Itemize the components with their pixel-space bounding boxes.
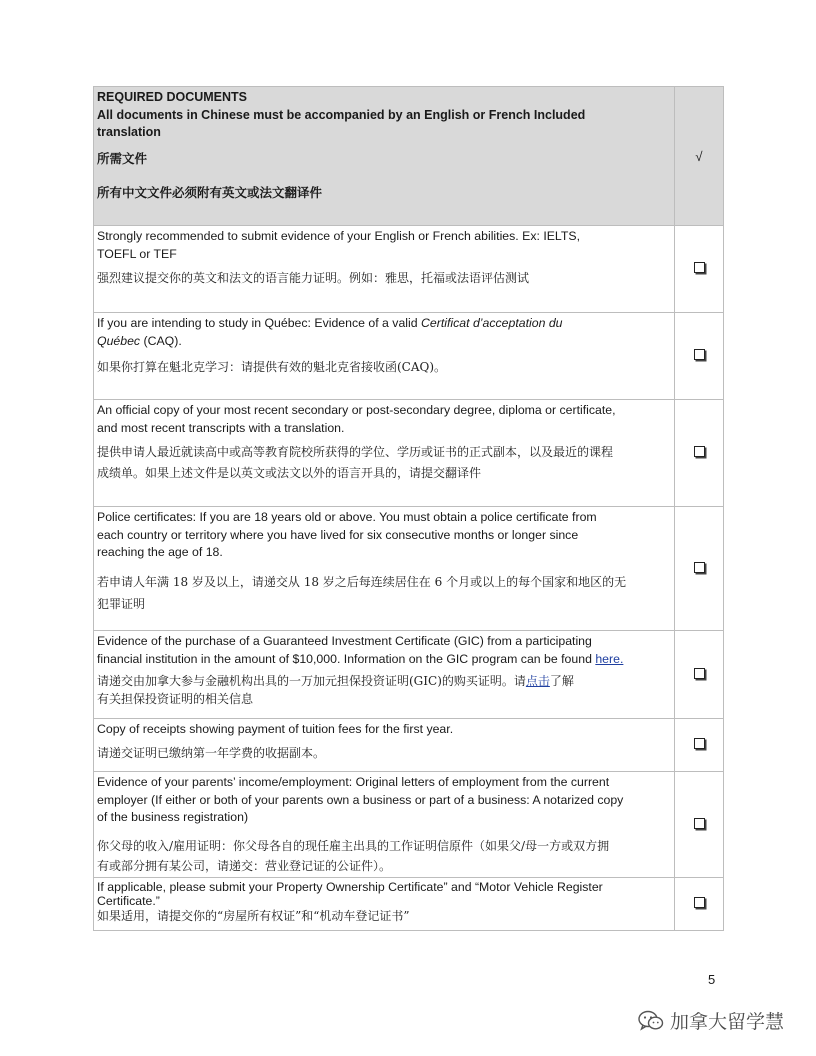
- header-cell: [94, 87, 675, 226]
- table-row: [94, 719, 724, 772]
- row-en-text: An official copy of your most recent secondary or post-secondary degree, diploma or certificate,: [97, 403, 616, 417]
- row-cn-text: 如果你打算在魁北克学习：请提供有效的魁北克省接收函(CAQ)。: [97, 360, 447, 374]
- table-row: [94, 772, 724, 878]
- row-text-cell: [94, 631, 675, 719]
- row-en-text: of the business registration): [97, 810, 249, 824]
- row-checkbox-cell: [675, 772, 724, 878]
- table-row: [94, 878, 724, 931]
- row-cn-text: 成绩单。如果上述文件是以英文或法文以外的语言开具的，请提交翻译件: [97, 466, 482, 480]
- row-checkbox-cell: [675, 719, 724, 772]
- table-row: [94, 226, 724, 313]
- row-cn-text-part: 了解: [549, 674, 574, 688]
- row-en-text-part: financial institution in the amount of $10,000. Information on the GIC program can be found: [97, 651, 596, 666]
- row-cn-text: 如果适用，请提交你的“房屋所有权证”和“机动车登记证书”: [97, 909, 410, 923]
- row-en-text: [97, 333, 671, 351]
- checkbox[interactable]: [694, 262, 705, 273]
- row-cn-text: 有关担保投资证明的相关信息: [97, 692, 254, 706]
- page-number: 5: [708, 972, 716, 987]
- row-en-text: Copy of receipts showing payment of tuition fees for the first year.: [97, 722, 454, 736]
- watermark-text: 加拿大留学慧: [670, 1011, 785, 1033]
- row-en-text: Police certificates: If you are 18 years old or above. You must obtain a police certificate from: [97, 510, 597, 524]
- table-header-row: [94, 87, 724, 226]
- checkbox[interactable]: [694, 818, 705, 829]
- required-documents-table: [93, 86, 724, 931]
- row-text-cell: [94, 313, 675, 400]
- row-en-text: Evidence of the purchase of a Guaranteed Investment Certificate (GIC) from a participating: [97, 634, 592, 648]
- row-text-cell: [94, 772, 675, 878]
- row-cn-text: 有或部分拥有某公司，请递交：营业登记证的公证件）。: [97, 858, 392, 873]
- row-en-text: each country or territory where you have lived for six consecutive months or longer since: [97, 527, 579, 542]
- checkbox[interactable]: [694, 562, 705, 573]
- checkbox[interactable]: [694, 668, 705, 679]
- row-text-cell: [94, 719, 675, 772]
- table-row: [94, 507, 724, 631]
- checkbox[interactable]: [694, 738, 705, 749]
- row-en-text: Strongly recommended to submit evidence of your English or French abilities. Ex: IELTS,: [97, 229, 580, 243]
- gic-info-link-cn[interactable]: 点击: [525, 674, 550, 688]
- row-checkbox-cell: [675, 507, 724, 631]
- row-cn-text: 请递交证明已缴纳第一年学费的收据副本。: [97, 745, 326, 760]
- header-subtitle-line2: translation: [97, 125, 161, 139]
- checkbox[interactable]: [694, 446, 705, 457]
- row-checkbox-cell: [675, 226, 724, 313]
- row-cn-text: 提供申请人最近就读高中或高等教育院校所获得的学位、学历或证书的正式副本，以及最近的课程: [97, 445, 614, 459]
- row-checkbox-cell: [675, 313, 724, 400]
- row-text-cell: [94, 400, 675, 507]
- row-en-text: If applicable, please submit your Property Ownership Certificate” and “Motor Vehicle Register: [97, 880, 603, 894]
- table-row: [94, 631, 724, 719]
- header-subtitle-line1: All documents in Chinese must be accompanied by an English or French Included: [97, 107, 586, 122]
- row-en-text: [97, 315, 671, 333]
- row-checkbox-cell: [675, 878, 724, 931]
- checkbox[interactable]: [694, 349, 705, 360]
- header-title: REQUIRED DOCUMENTS: [97, 90, 248, 104]
- watermark: [638, 1007, 784, 1034]
- row-checkbox-cell: [675, 400, 724, 507]
- checkbox[interactable]: [694, 897, 705, 908]
- row-checkbox-cell: [675, 631, 724, 719]
- row-cn-text: 你父母的收入/雇用证明：你父母各自的现任雇主出具的工作证明信原件（如果父/母一方或双方拥: [97, 838, 610, 853]
- row-en-text: reaching the age of 18.: [97, 545, 223, 559]
- wechat-logo-icon: [638, 1010, 664, 1032]
- row-en-text-italic: Québec: [97, 333, 141, 348]
- row-en-text-italic: Certificat d’acceptation du: [421, 316, 563, 330]
- row-en-text-part: If you are intending to study in Québec: Evidence of a valid: [97, 316, 422, 330]
- row-cn-text: 强烈建议提交你的英文和法文的语言能力证明。例如：雅思，托福或法语评估测试: [97, 271, 530, 285]
- table-row: [94, 400, 724, 507]
- header-title-cn: 所需文件: [97, 151, 148, 166]
- header-check-mark: √: [675, 87, 724, 226]
- row-text-cell: [94, 226, 675, 313]
- row-cn-text-part: 请递交由加拿大参与金融机构出具的一万加元担保投资证明(GIC)的购买证明。请: [97, 674, 526, 688]
- row-cn-text: [97, 672, 671, 690]
- row-en-text: and most recent transcripts with a translation.: [97, 420, 345, 435]
- row-en-text: [97, 651, 671, 669]
- gic-info-link[interactable]: here.: [595, 651, 624, 666]
- row-cn-text: 若申请人年满 18 岁及以上，请递交从 18 岁之后每连续居住在 6 个月或以上的每个国家和地区的无: [97, 574, 627, 589]
- row-en-text-part: (CAQ).: [140, 333, 182, 348]
- row-cn-text: 犯罪证明: [97, 596, 146, 611]
- row-en-text: TOEFL or TEF: [97, 246, 177, 261]
- row-en-text: Evidence of your parents’ income/employment: Original letters of employment from the current: [97, 775, 610, 789]
- header-subtitle-cn: 所有中文文件必须附有英文或法文翻译件: [97, 185, 323, 200]
- row-text-cell: [94, 878, 675, 931]
- table-row: [94, 313, 724, 400]
- row-text-cell: [94, 507, 675, 631]
- row-en-text: employer (If either or both of your parents own a business or part of a business: A notarized copy: [97, 792, 624, 807]
- row-en-text: Certificate.”: [97, 894, 160, 908]
